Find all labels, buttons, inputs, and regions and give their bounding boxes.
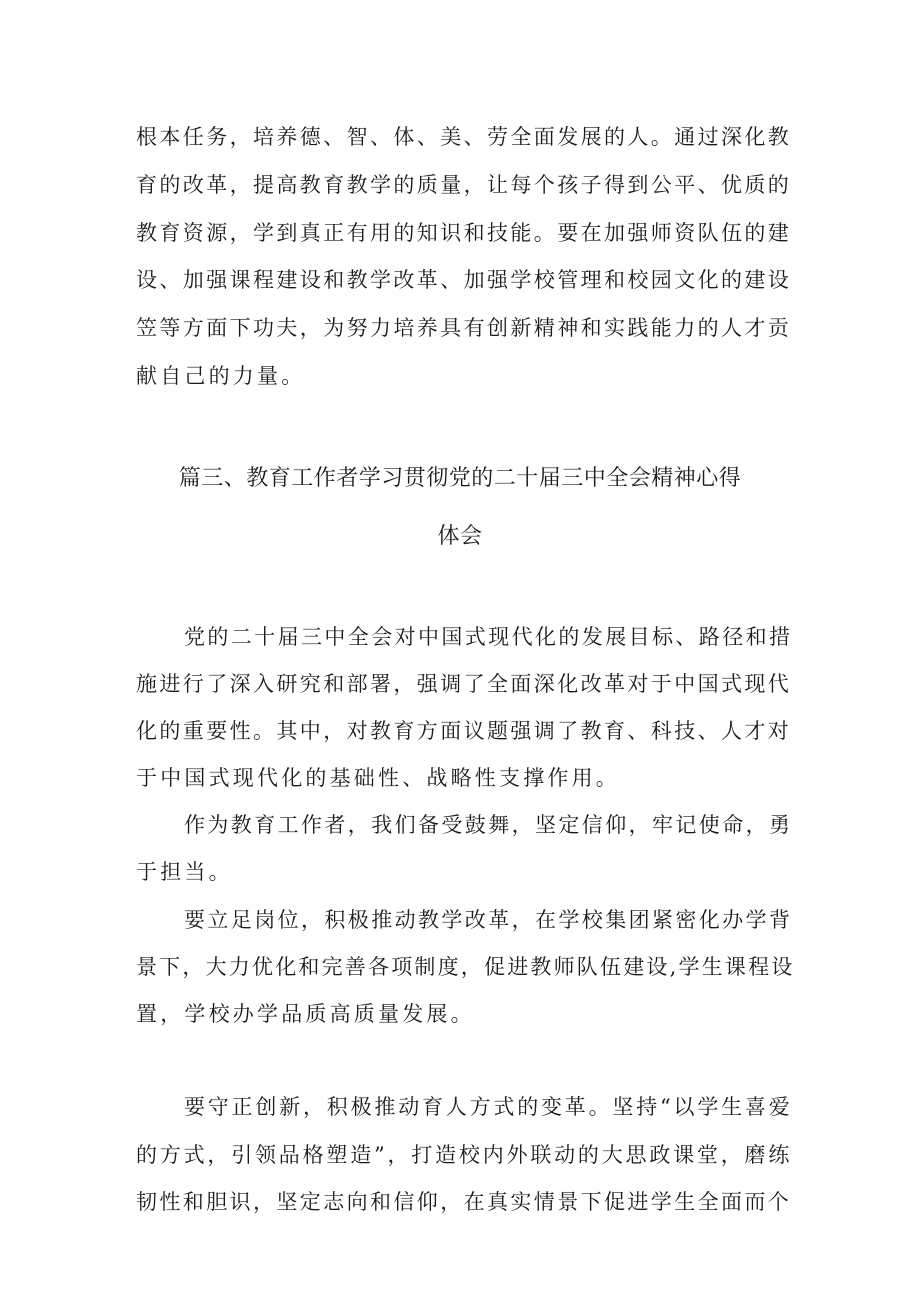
text-line: 教育资源，学到真正有用的知识和技能。要在加强师资队伍的建 — [136, 221, 792, 245]
text-line: 化的重要性。其中，对教育方面议题强调了教育、科技、人才对 — [136, 719, 792, 743]
text-line: 的方式，引领品格塑造”，打造校内外联动的大思政课堂，磨练 — [136, 1143, 793, 1167]
text-line: 设、加强课程建设和教学改革、加强学校管理和校园文化的建设 — [136, 268, 792, 292]
text-line: 笠等方面下功夫，为努力培养具有创新精神和实践能力的人才贡 — [136, 316, 792, 340]
text-line: 景下，大力优化和完善各项制度，促进教师队伍建设,学生课程设 — [136, 955, 795, 979]
text-line: 献自己的力量。 — [136, 364, 306, 388]
heading-line-2: 体会 — [437, 524, 483, 549]
text-line: 于担当。 — [136, 860, 233, 884]
text-line: 于中国式现代化的基础性、战略性支撑作用。 — [136, 766, 620, 790]
text-line: 党的二十届三中全会对中国式现代化的发展目标、路径和措 — [184, 625, 793, 649]
text-line: 育的改革，提高教育教学的质量，让每个孩子得到公平、优质的 — [136, 173, 792, 197]
text-line: 要立足岗位，积极推动教学改革，在学校集团紧密化办学背 — [184, 908, 793, 932]
text-line: 置，学校办学品质高质量发展。 — [136, 1002, 475, 1026]
text-line: 作为教育工作者，我们备受鼓舞，坚定信仰，牢记使命，勇 — [184, 813, 793, 837]
text-line: 根本任务，培养德、智、体、美、劳全面发展的人。通过深化教 — [136, 125, 792, 149]
text-line: 施进行了深入研究和部署，强调了全面深化改革对于中国式现代 — [136, 672, 792, 696]
text-line: 韧性和胆识，坚定志向和信仰，在真实情景下促进学生全面而个 — [136, 1190, 792, 1214]
heading-line-1: 篇三、教育工作者学习贯彻党的二十届三中全会精神心得 — [178, 466, 742, 491]
text-line: 要守正创新，积极推动育人方式的变革。坚持“以学生喜爱 — [184, 1095, 793, 1119]
